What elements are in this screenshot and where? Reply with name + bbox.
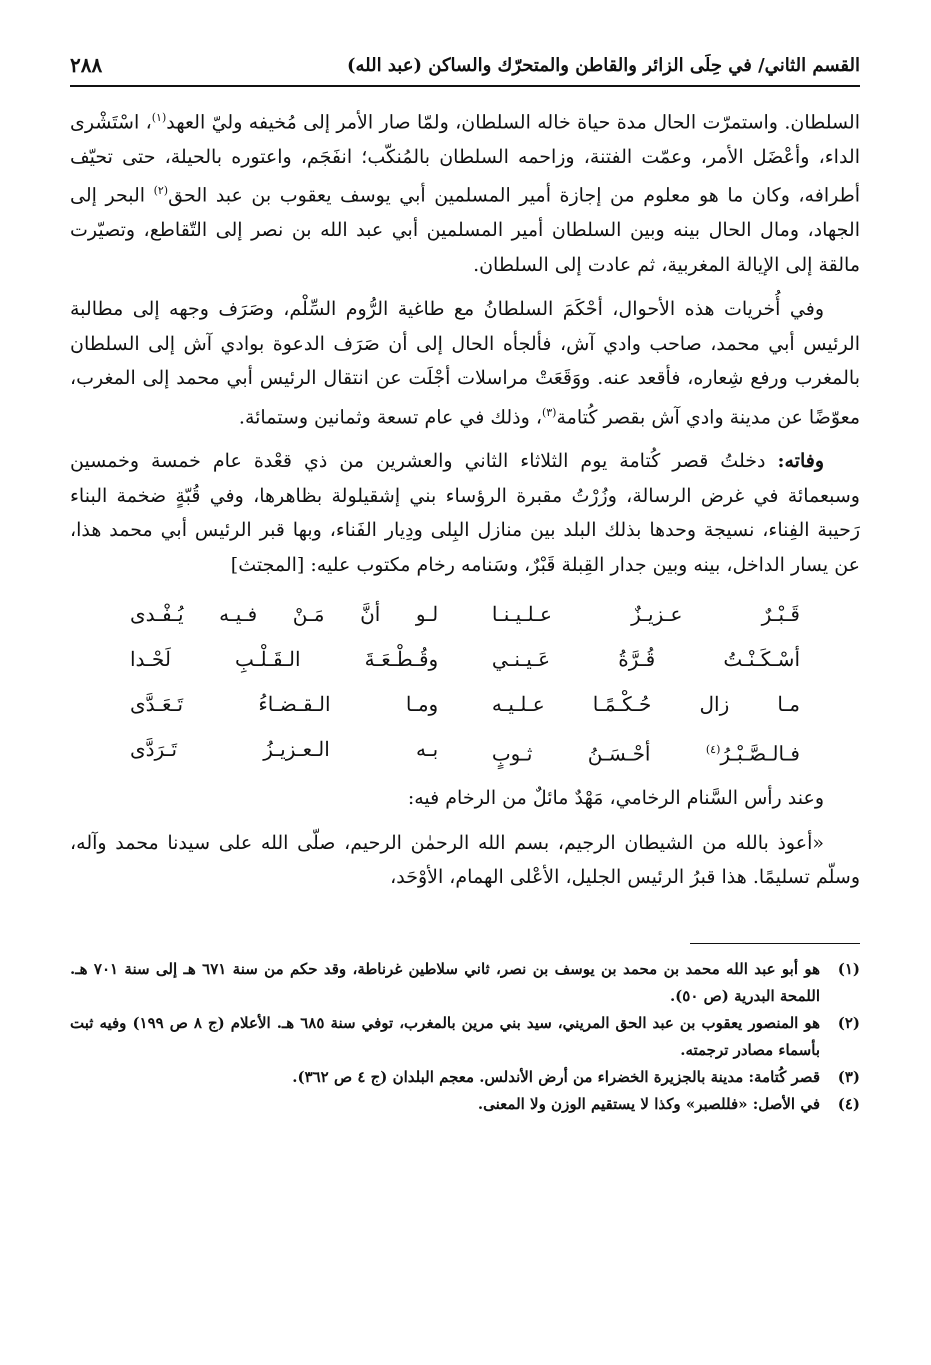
paragraph: السلطان. واستمرّت الحال مدة حياة خاله السلطان، ولمّا صار الأمر إلى مُخيفه وليّ العهد$^{(١)}$، اسْتَشْرى الداء، وأعْضَل الأمر، وعمّت الفتنة، وزاحمه السلطان بالمُنكّب؛ انفَجَم، واعتوره بالحيلة، حتى تحيّف أطرافه، وكان ما هو معلوم من إجازة أمير المسلمين أبي يوسف يعقوب بن عبد الحق$^{(٢)}$ البحر إلى الجهاد، ومال الحال بينه وبين السلطان أمير المسلمين أبي عبد الله بن نصر إلى التّقاطع، وتصيّرت مالقة إلى الإيالة المغربية، ثم عادت إلى السلطان. [70, 111, 860, 276]
verse-line [130, 592, 800, 637]
paragraph: وفاته: دخلتُ قصر كُتامة يوم الثلاثاء الثاني والعشرين من ذي قعْدة عام خمسة وخمسين وسبعمائة في غرض الرسالة، وزُرْتُ مقبرة الرؤساء بني إشقيلولة بظاهرها، وفي قُبّةٍ ضخمة البناء رَحيبة الفِناء، نسيجة وحدها بذلك البلد بين منازل البِلى ودِيار الفَناء، وبها قبر الرئيس أبي محمد هذا، عن يسار الداخل، بينه وبين جدار القِبلة قَبْرٌ، وسَنامه رخام مكتوب عليه: [المجتث] [70, 450, 860, 576]
verse-line [130, 727, 800, 777]
poem [70, 592, 860, 777]
main-text [70, 101, 860, 895]
hemistich-left: ومـا الـقـضـاءُ تَـعَـدَّى [130, 692, 439, 717]
hemistich-left: لـو أنَّ مَـنْ فـيـه يُـفْـدى [130, 602, 439, 627]
hemistich-right: فـالـصَّـبْـرُ$^{(٤)}$ أحْـسَـنُ ثـوبٍ [491, 742, 800, 767]
page-header [70, 45, 860, 87]
hemistich-right: أسْـكَـنْـتُ قُـرَّةُ عَـيـنـي [491, 647, 800, 672]
footnote-ref: (١) [151, 111, 167, 124]
footnote-number: (٤) [837, 1094, 860, 1113]
footnote-text: هو أبو عبد الله محمد بن محمد بن يوسف بن نصر، ثاني سلاطين غرناطة، وقد حكم من سنة ٦٧١ هـ إلى سنة ٧٠١ هـ. اللمحة البدرية (ص ٥٠). [70, 959, 821, 1005]
footnote-number: (٢) [837, 1013, 860, 1032]
verse-line [130, 682, 800, 727]
page-number: ٢٨٨ [70, 53, 103, 77]
paragraph: وفي أُخريات هذه الأحوال، أحْكَمَ السلطانُ مع طاغية الرُّوم السِّلْم، وصَرَف وجهه إلى مطالبة الرئيس أبي محمد، صاحب وادي آش، فألجأه الحال إلى أن صَرَف الدعوة بوادي آش إلى السلطان بالمغرب ورفع شِعاره، فأقعد عنه. ووَقَعَتْ مراسلات أجْلَت عن انتقال الرئيس أبي محمد إلى المغرب، معوّضًا عن مدينة وادي آش بقصر كُتامة$^{(٣)}$، وذلك في عام تسعة وثمانين وستمائة. [70, 298, 860, 428]
verse-line [130, 637, 800, 682]
paragraph: «أعوذ بالله من الشيطان الرجيم، بسم الله الرحمٰن الرحيم، صلّى الله على سيدنا محمد وآله، وسلّم تسليمًا. هذا قبرُ الرئيس الجليل، الأعْلى الهمام، الأوْحَد، [70, 831, 860, 889]
footnote-ref: (٤) [705, 743, 721, 757]
hemistich-left: وقُـطْـعَـةَ الـقَـلْـبِ لَحْـدا [130, 647, 439, 672]
running-title: القسم الثاني/ في حِلَى الزائر والقاطن والمتحرّك والساكن (عبد الله) [346, 54, 860, 76]
book-page [70, 45, 860, 1118]
hemistich-right: مـا زال حُـكْـمًـا عـلـيـه [491, 692, 800, 717]
footnote-divider [690, 943, 860, 944]
footnote-number: (١) [837, 959, 860, 978]
footnote [70, 1010, 860, 1064]
section-lead: وفاته: [777, 450, 824, 473]
footnote-ref: (٢) [153, 184, 169, 198]
footnote-text: قصر كُتامة: مدينة بالجزيرة الخضراء من أرض الأندلس. معجم البلدان (ج ٤ ص ٣٦٢). [292, 1067, 820, 1086]
hemistich-left: بـه الـعـزيـزُ تَـرَدَّى [130, 737, 439, 762]
footnote-number: (٣) [837, 1067, 860, 1086]
footnote-ref: (٣) [541, 405, 557, 419]
footnote-text: في الأصل: «فللصبر» وكذا لا يستقيم الوزن ولا المعنى. [477, 1094, 820, 1113]
footnote [70, 1064, 860, 1091]
hemistich-right: قَـبْـرٌ عـزيـزٌ عـلـيـنـا [491, 602, 800, 627]
paragraph: وعند رأس السَّنام الرخامي، مَهْدٌ مائلٌ من الرخام فيه: [407, 787, 824, 810]
footnote [70, 1091, 860, 1118]
footnotes [70, 956, 860, 1118]
footnote-text: هو المنصور يعقوب بن عبد الحق المريني، سيد بني مرين بالمغرب، توفي سنة ٦٨٥ هـ. الأعلام (ج ٨ ص ١٩٩) وفيه ثبت بأسماء مصادر ترجمته. [70, 1013, 820, 1059]
footnote [70, 956, 860, 1010]
